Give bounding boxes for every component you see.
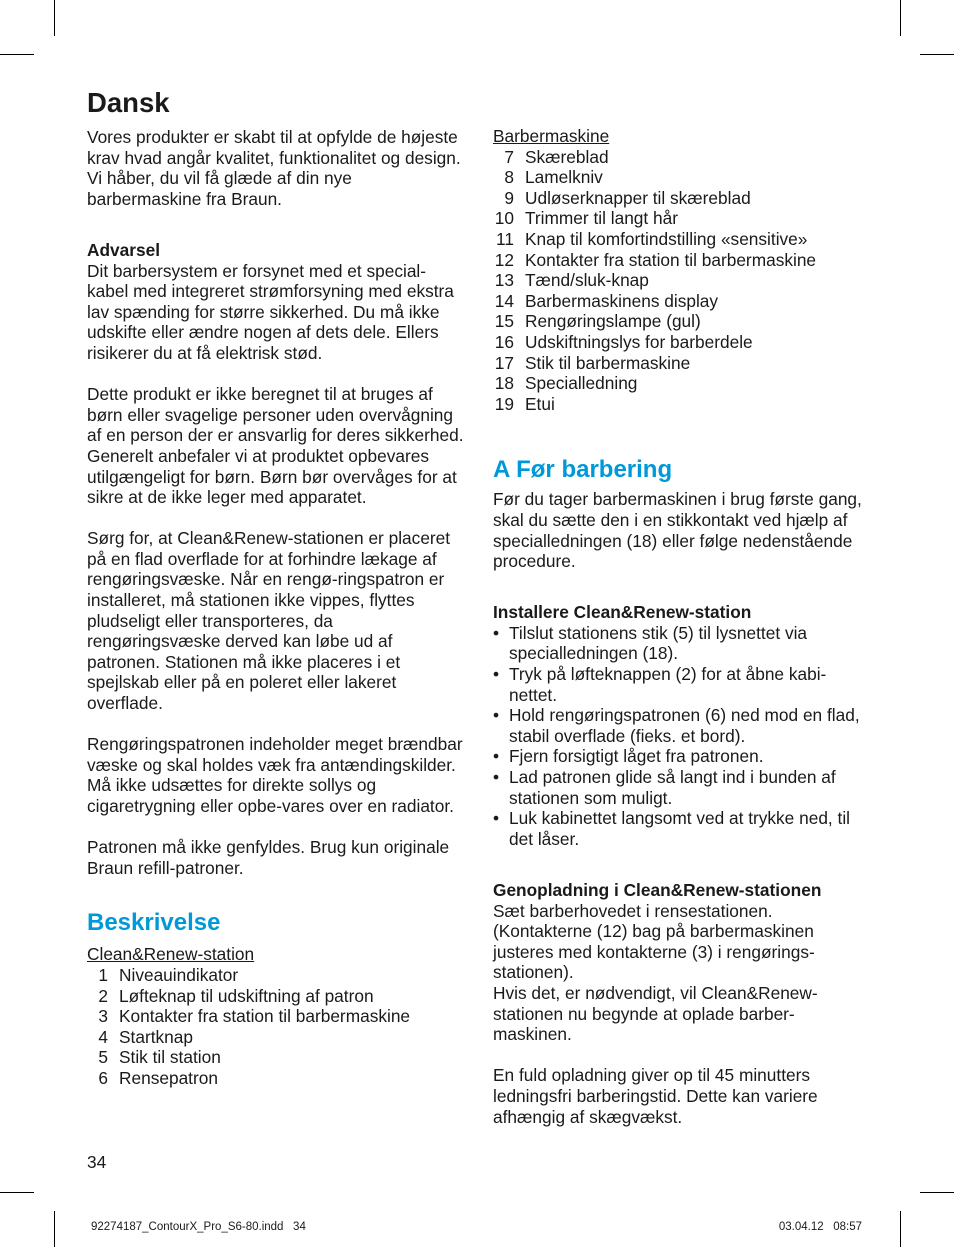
list-item: 10 Trimmer til langt hår bbox=[494, 208, 678, 229]
list-item: 6 Rensepatron bbox=[98, 1067, 218, 1088]
list-item: 17 Stik til barbermaskine bbox=[494, 352, 691, 373]
charging-paragraph: Sæt barberhovedet i rensestationen. (Kontakterne (12) bag på barbermaskinen justeres med kontakterne (3) i rengørings-stationen). bbox=[493, 900, 815, 983]
list-item: 7 Skæreblad bbox=[504, 146, 609, 167]
list-item: 5 Stik til station bbox=[98, 1047, 221, 1068]
list-item: 13 Tænd/sluk-knap bbox=[494, 270, 649, 291]
station-label: Clean&Renew-station bbox=[87, 944, 255, 965]
shaver-label: Barbermaskine bbox=[493, 126, 610, 146]
list-item: 12 Kontakter fra station til barbermaskine bbox=[494, 249, 817, 270]
charging-heading: Genopladning i Clean&Renew-stationen bbox=[493, 880, 822, 900]
crop-mark bbox=[54, 1211, 55, 1247]
warning-paragraph: Sørg for, at Clean&Renew-stationen er placeret på en flad overflade for at forhindre lækage af rengøringsvæske. Når en rengø-ringspatron er installeret, må stationen ikke vippes, flyttes pludseligt eller transporteres, da rengøringsvæske derved kan løbe ud af patronen. Stationen må ikke placeres i et spejlskab eller på en poleret eller lakeret overflade. bbox=[87, 528, 451, 714]
list-item: • Tilslut stationens stik (5) til lysnettet via specialledningen (18). bbox=[493, 622, 808, 664]
intro-paragraph: Vores produkter er skabt til at opfylde de højeste krav hvad angår kvalitet, funktionalitet og design. Vi håber, du vil få glæde af din nye barbermaskine fra Braun. bbox=[87, 127, 461, 209]
list-item: 8 Lamelkniv bbox=[504, 167, 603, 188]
before-shaving-intro: Før du tager barbermaskinen i brug første gang, skal du sætte den i en stikkontakt ved hjælp af specialledningen (18) eller følge nedenstående procedure. bbox=[493, 489, 862, 572]
page-number: 34 bbox=[87, 1152, 107, 1172]
description-heading: Beskrivelse bbox=[87, 909, 221, 937]
charging-paragraph: En fuld opladning giver op til 45 minutters ledningsfri barberingstid. Dette kan variere afhængig af skægvækst. bbox=[493, 1065, 818, 1127]
install-steps-list bbox=[493, 623, 873, 850]
list-item: 9 Udløserknapper til skæreblad bbox=[504, 187, 751, 208]
list-item: • Hold rengøringspatronen (6) ned mod en flad, stabil overflade (fieks. et bord). bbox=[493, 705, 860, 746]
list-item: 2 Løfteknap til udskiftning af patron bbox=[98, 985, 374, 1006]
list-item: 11 Knap til komfortindstilling «sensitive» bbox=[496, 228, 808, 249]
page-title: Dansk bbox=[87, 87, 170, 118]
list-item: 16 Udskiftningslys for barberdele bbox=[494, 331, 753, 352]
crop-mark bbox=[900, 1211, 901, 1247]
station-parts-list bbox=[87, 965, 467, 1089]
warning-paragraph: Dette produkt er ikke beregnet til at bruges af børn eller svagelige personer uden overvågning af en person der er ansvarlig for deres sikkerhed. Generelt anbefaler vi at produktet opbevares utilgængeligt for børn. Børn bør overvåges for at sikre at de ikke leger med apparatet. bbox=[87, 384, 464, 508]
crop-mark bbox=[920, 54, 954, 55]
warning-heading: Advarsel bbox=[87, 239, 161, 260]
warning-paragraph: Rengøringspatronen indeholder meget brændbar væske og skal holdes væk fra antændingskilder. Må ikke udsættes for direkte sollys og cigaretrygning eller opbe-vares over en radiator. bbox=[87, 734, 463, 816]
charging-paragraph: Hvis det, er nødvendigt, vil Clean&Renew-stationen nu begynde at oplade barber-maskinen. bbox=[493, 982, 818, 1045]
shaver-parts-list bbox=[493, 147, 873, 415]
list-item: • Lad patronen glide så langt ind i bunden af stationen som muligt. bbox=[493, 767, 836, 808]
file-slug: 92274187_ContourX_Pro_S6-80.indd 34 bbox=[91, 1221, 306, 1233]
crop-mark bbox=[920, 1192, 954, 1193]
before-shaving-heading: A Før barbering bbox=[493, 456, 673, 484]
list-item: 4 Startknap bbox=[98, 1026, 193, 1047]
install-heading: Installere Clean&Renew-station bbox=[493, 602, 752, 623]
crop-mark bbox=[900, 0, 901, 36]
list-item: • Fjern forsigtigt låget fra patronen. bbox=[493, 746, 764, 767]
list-item: • Luk kabinettet langsomt ved at trykke ned, til det låser. bbox=[493, 808, 851, 849]
warning-paragraph: Dit barbersystem er forsynet med et special-kabel med integreret strømforsyning med ekstra lav spænding for større sikkerhed. Du må ikke udskifte eller ændre nogen af dets dele. Ellers risikerer du at få elektrisk stød. bbox=[87, 260, 454, 363]
crop-mark bbox=[54, 0, 55, 36]
date-slug: 03.04.12 08:57 bbox=[778, 1221, 862, 1233]
list-item: 18 Specialledning bbox=[494, 373, 638, 394]
left-column bbox=[87, 86, 467, 1089]
crop-mark bbox=[0, 1192, 34, 1193]
list-item: 19 Etui bbox=[494, 393, 555, 414]
crop-mark bbox=[0, 54, 34, 55]
warning-paragraph: Patronen må ikke genfyldes. Brug kun originale Braun refill-patroner. bbox=[87, 837, 450, 878]
list-item: 14 Barbermaskinens display bbox=[494, 290, 719, 311]
list-item: 1 Niveauindikator bbox=[98, 964, 239, 985]
list-item: 3 Kontakter fra station til barbermaskine bbox=[98, 1006, 411, 1027]
right-column bbox=[493, 126, 873, 1127]
list-item: • Tryk på løfteknappen (2) for at åbne kabi-nettet. bbox=[493, 664, 827, 705]
list-item: 15 Rengøringslampe (gul) bbox=[494, 311, 701, 332]
